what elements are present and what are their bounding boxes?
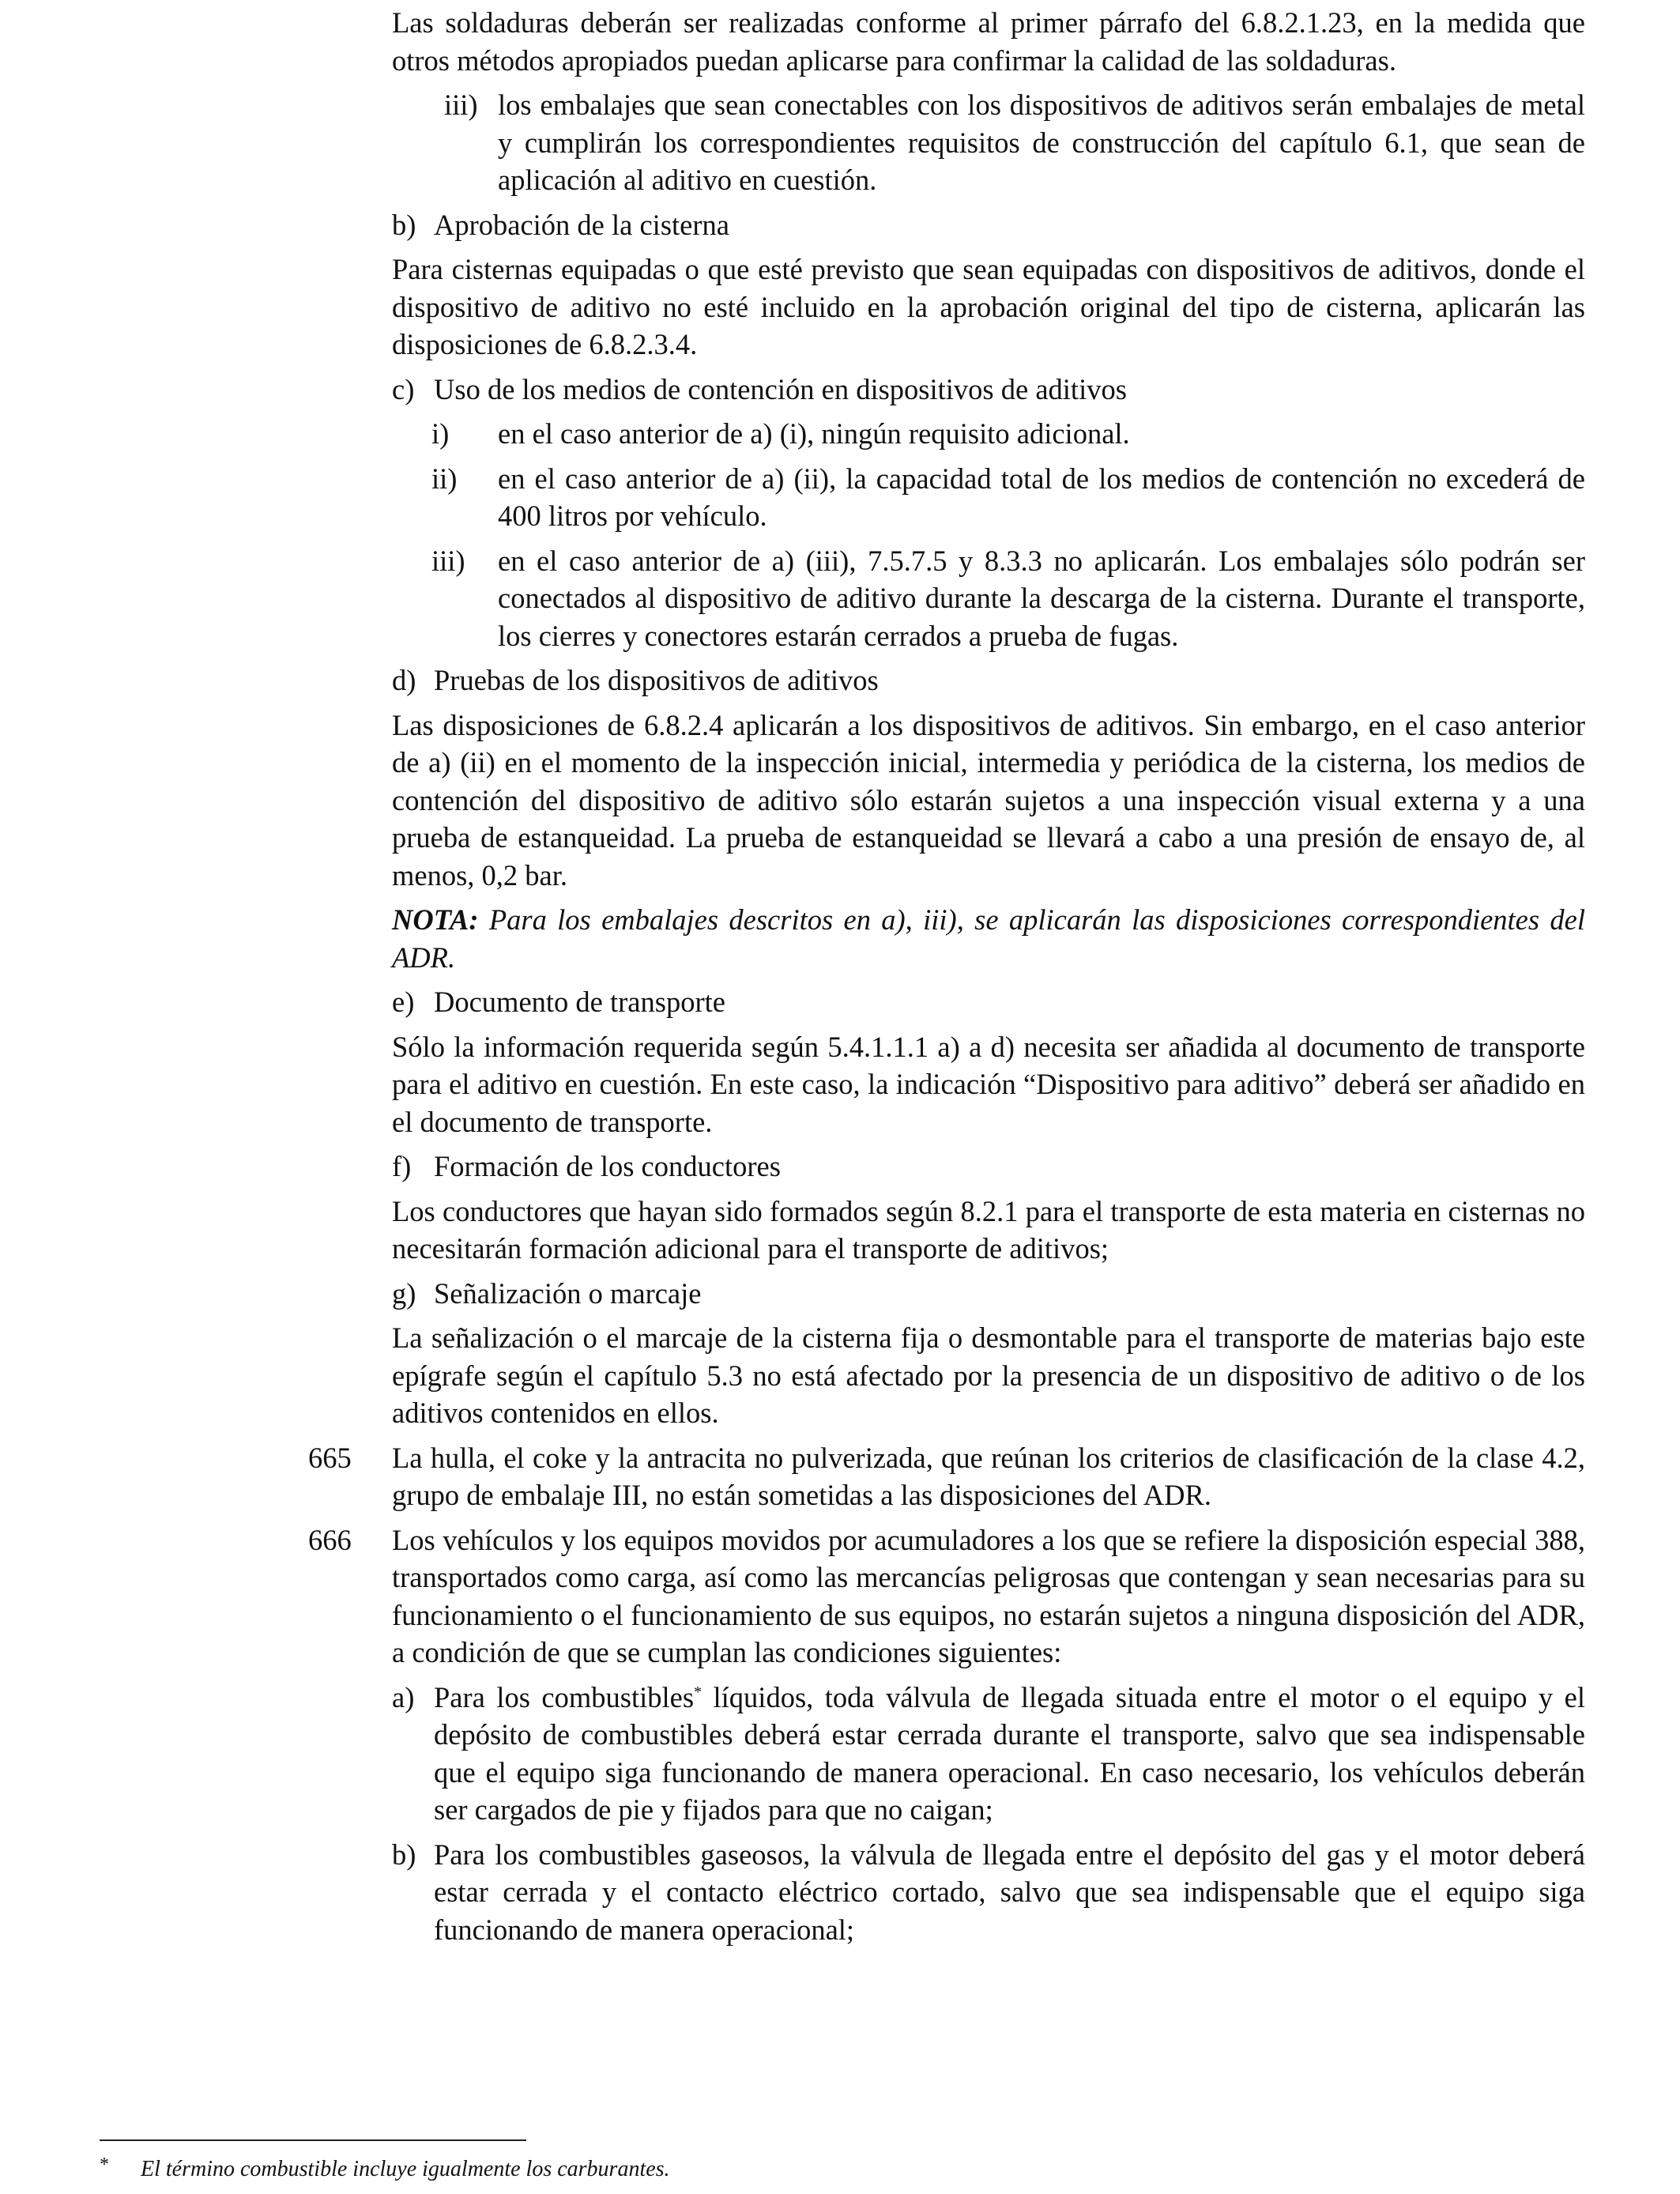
item-label: b): [392, 208, 416, 241]
heading-c: [392, 371, 1585, 409]
heading-f: [392, 1148, 1585, 1186]
item-label: d): [392, 664, 416, 696]
heading-g: [392, 1275, 1585, 1313]
paragraph-f: Los conductores que hayan sido formados según 8.2.1 para el transporte de esta materia en cisternas no necesitarán formación adicional para el transporte de aditivos;: [392, 1194, 1585, 1265]
item-title: Formación de los conductores: [434, 1150, 781, 1182]
paragraph-g: La señalización o el marcaje de la cisterna fija o desmontable para el transporte de materias bajo este epígrafe según el capítulo 5.3 no está afectado por la presencia de un dispositivo de aditivo o de los aditivos contenidos en ellos.: [392, 1321, 1585, 1429]
item-label: a): [392, 1680, 415, 1713]
item-label: i): [431, 417, 450, 450]
item-label: iii): [444, 89, 478, 121]
item-title: Señalización o marcaje: [434, 1276, 702, 1310]
item-title: Pruebas de los dispositivos de aditivos: [434, 664, 879, 696]
item-text: en el caso anterior de a) (ii), la capacidad total de los medios de contención no excederá de 400 litros por vehículo.: [498, 462, 1585, 532]
provision-text: Los vehículos y los equipos movidos por acumuladores a los que se refiere la disposición especial 388, transportados como carga, así como las mercancías peligrosas que contengan y sean necesarias para su funcionamiento o el funcionamiento de sus equipos, no estarán sujetos a ninguna disposición del ADR, a condición de que se cumplan las condiciones siguientes:: [392, 1523, 1585, 1668]
item-text: Para los combustibles gaseosos, la válvula de llegada entre el depósito del gas y el motor deberá estar cerrada y el contacto eléctrico cortado, salvo que sea indispensable que el equipo siga funcionando de manera operacional;: [434, 1838, 1585, 1946]
item-666-a: [392, 1679, 1585, 1829]
item-title: Uso de los medios de contención en dispositivos de aditivos: [434, 372, 1127, 405]
provision-665: [308, 1439, 1585, 1514]
paragraph-d: Las disposiciones de 6.8.2.4 aplicarán a los dispositivos de aditivos. Sin embargo, en el caso anterior de a) (ii) en el momento de la inspección inicial, intermedia y periódica de la cisterna, los medios de contención del dispositivo de aditivo sólo estarán sujetos a una inspección visual externa y a una prueba de estanqueidad. La prueba de estanqueidad se llevará a cabo a una presión de ensayo de, al menos, 0,2 bar.: [392, 708, 1585, 892]
item-text: [434, 1679, 1585, 1829]
heading-e: [392, 983, 1585, 1021]
item-text: en el caso anterior de a) (i), ningún requisito adicional.: [498, 417, 1130, 450]
item-label: b): [392, 1838, 416, 1871]
item-c-ii: [392, 460, 1585, 535]
note-label: NOTA:: [392, 903, 479, 936]
item-text: los embalajes que sean conectables con los dispositivos de aditivos serán embalajes de metal y cumplirán los correspondientes requisitos de construcción del capítulo 6.1, que sean de aplicación al aditivo en cuestión.: [498, 89, 1585, 196]
item-666-b: [392, 1836, 1585, 1949]
item-text-start: Para los combustibles: [434, 1680, 695, 1713]
item-label: e): [392, 986, 415, 1018]
heading-b: [392, 206, 1585, 244]
provision-number: 665: [308, 1441, 352, 1474]
item-text-end: líquidos, toda válvula de llegada situada entre el motor o el equipo y el depósito de combustibles deberá estar cerrada durante el transporte, salvo que sea indispensable que el equipo siga funcionando de manera operacional. En caso necesario, los vehículos deberán ser cargados de pie y fijados para que no caigan;: [434, 1680, 1586, 1826]
paragraph-welds: Las soldaduras deberán ser realizadas conforme al primer párrafo del 6.8.2.1.23, en la medida que otros métodos apropiados puedan aplicarse para confirmar la calidad de las soldaduras.: [392, 6, 1585, 77]
note-text: Para los embalajes descritos en a), iii), se aplicarán las disposiciones correspondientes del ADR.: [392, 903, 1585, 974]
paragraph-b: Para cisternas equipadas o que esté previsto que sean equipadas con dispositivos de aditivos, donde el dispositivo de aditivo no esté incluido en la aprobación original del tipo de cisterna, aplicarán las disposiciones de 6.8.2.3.4.: [392, 253, 1585, 360]
item-a-iii: [392, 86, 1585, 199]
item-label: c): [392, 372, 415, 405]
footnote: [100, 2155, 1285, 2184]
footnote-text: El término combustible incluye igualmente los carburantes.: [141, 2157, 670, 2181]
item-label: ii): [431, 462, 458, 495]
note-paragraph: [392, 901, 1585, 976]
item-title: Documento de transporte: [434, 986, 725, 1018]
main-text-column: [308, 4, 1586, 1948]
provision-number: 666: [308, 1523, 352, 1556]
item-label: g): [392, 1276, 416, 1310]
provision-text: La hulla, el coke y la antracita no pulverizada, que reúnan los criterios de clasificación de la clase 4.2, grupo de embalaje III, no están sometidas a las disposiciones del ADR.: [392, 1441, 1585, 1511]
item-text: en el caso anterior de a) (iii), 7.5.7.5 y 8.3.3 no aplicarán. Los embalajes sólo podrán ser conectados al dispositivo de aditivo durante la descarga de la cisterna. Durante el transporte, los cierres y conectores estarán cerrados a prueba de fugas.: [498, 544, 1585, 652]
item-title: Aprobación de la cisterna: [434, 208, 729, 241]
item-label: f): [392, 1150, 412, 1182]
paragraph-e: Sólo la información requerida según 5.4.1.1.1 a) a d) necesita ser añadida al documento de transporte para el aditivo en cuestión. En este caso, la indicación “Dispositivo para aditivo” deberá ser añadido en el documento de transporte.: [392, 1030, 1585, 1138]
item-c-i: [392, 415, 1585, 453]
heading-d: [392, 662, 1585, 699]
footnote-divider: [100, 2139, 526, 2141]
provision-666: [308, 1521, 1585, 1672]
item-c-iii: [392, 542, 1585, 655]
item-label: iii): [431, 544, 465, 577]
footnote-reference[interactable]: *: [694, 1683, 703, 1701]
footnote-mark: *: [100, 2154, 109, 2175]
